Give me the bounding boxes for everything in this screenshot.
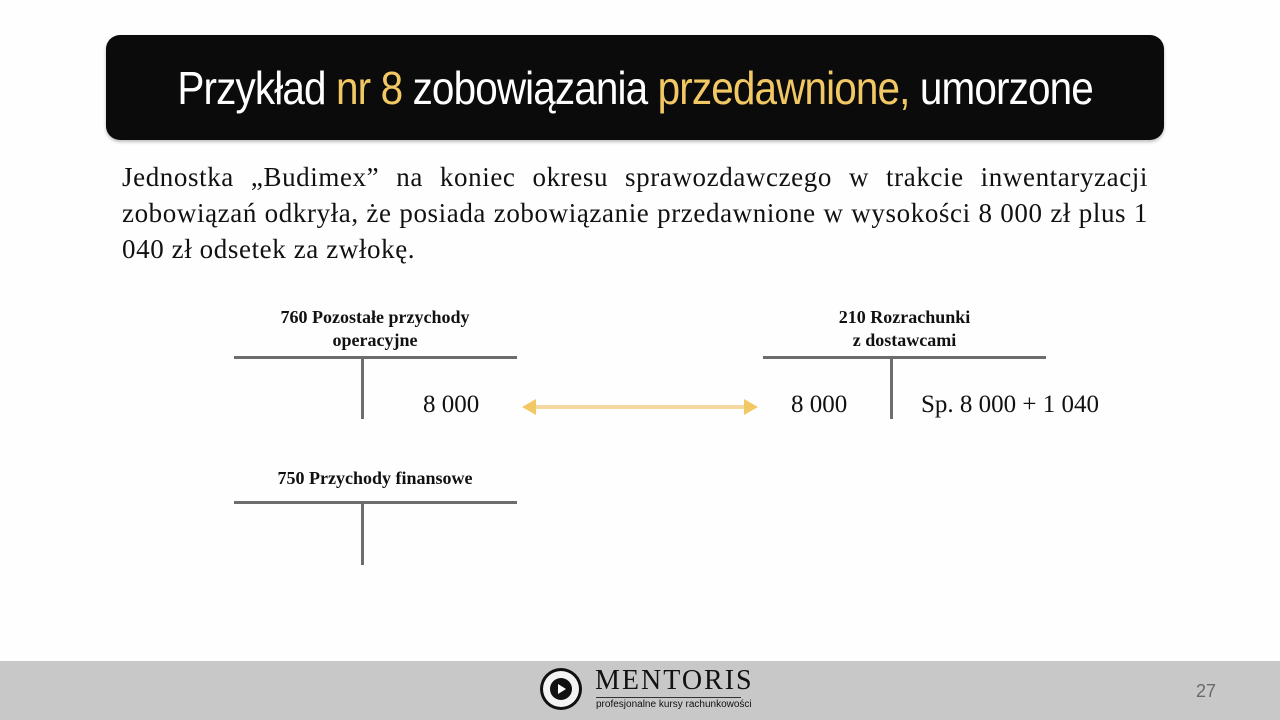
account-210-title-line1: 210 Rozrachunki: [838, 307, 971, 327]
account-210-credit: Sp. 8 000 + 1 040: [921, 391, 1100, 418]
account-210-title-line2: z dostawcami: [852, 330, 957, 350]
title-part-3: zobowiązania: [402, 61, 658, 114]
example-description: Jednostka „Budimex” na koniec okresu sprawozdawczego w trakcie inwentaryzacji zobowiązań odkryła, że posiada zobowiązanie przedawnione w wysokości 8 000 zł plus 1 040 zł odsetek za zwłokę.: [122, 162, 1148, 264]
title-part-5: umorzone: [909, 61, 1093, 114]
brand-tagline: profesjonalne kursy rachunkowości: [596, 699, 752, 710]
footer-bar: [0, 661, 1280, 720]
page-number: 27: [1196, 681, 1217, 701]
slide-title-bar: [106, 35, 1164, 140]
account-760-title-line2: operacyjne: [332, 330, 418, 350]
account-760-title: [234, 306, 516, 352]
title-part-1: Przykład: [177, 61, 336, 114]
account-760-t-stem: [361, 358, 364, 419]
account-750-t-line: [234, 501, 517, 504]
account-210-t-stem: [890, 358, 893, 419]
account-760-credit: 8 000: [423, 391, 480, 418]
title-part-2: nr 8: [335, 61, 403, 114]
account-750-title: 750 Przychody finansowe: [277, 468, 473, 488]
account-210-debit: 8 000: [791, 391, 848, 418]
play-circle-icon: [540, 668, 582, 710]
account-210-t-line: [763, 356, 1046, 359]
account-210-title: [763, 306, 1046, 352]
account-750-t-stem: [361, 503, 364, 565]
account-760-t-line: [234, 356, 517, 359]
account-760-title-line1: 760 Pozostałe przychody: [280, 307, 470, 327]
slide-title: [177, 61, 1092, 115]
brand-name: MENTORIS: [595, 665, 754, 696]
brand-divider: [596, 697, 741, 698]
double-arrow-icon: [520, 396, 760, 418]
title-part-4: przedawnione,: [657, 61, 910, 114]
